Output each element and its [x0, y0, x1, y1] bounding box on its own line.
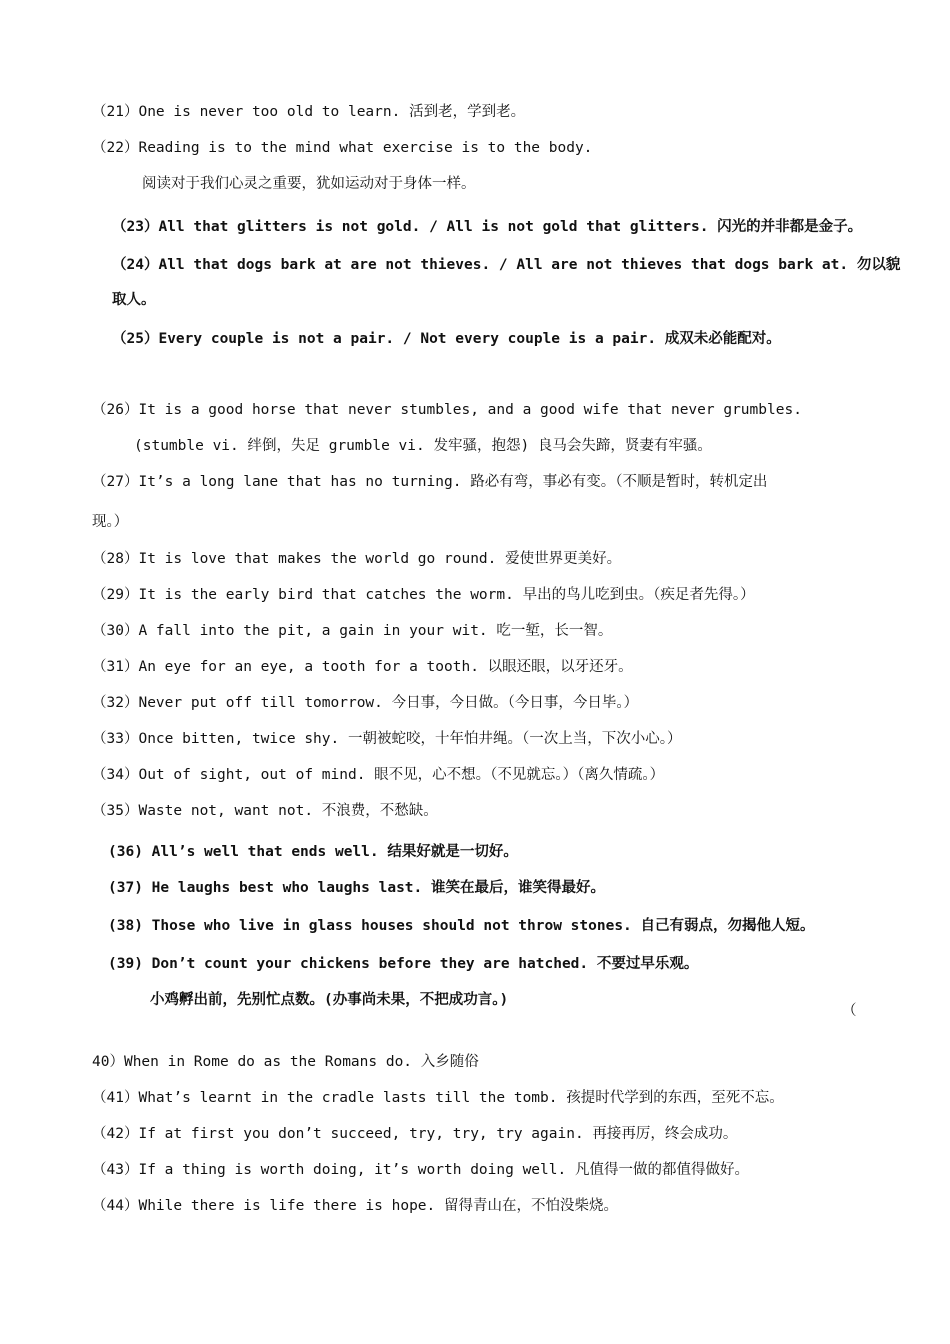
proverb-42: （42）If at first you don’t succeed, try, try, try again. 再接再厉，终会成功。 — [92, 1126, 738, 1142]
proverb-27-continued: 现。） — [92, 514, 129, 530]
proverb-27: （27）It’s a long lane that has no turning. 路必有弯，事必有变。（不顺是暂时，转机定出 — [92, 474, 768, 490]
proverb-25: （25）Every couple is not a pair. / Not every couple is a pair. 成双未必能配对。 — [112, 331, 781, 347]
proverb-26-translation: (stumble vi. 绊倒，失足 grumble vi. 发牢骚，抱怨) 良马会失蹄，贤妻有牢骚。 — [134, 438, 712, 454]
proverb-44: （44）While there is life there is hope. 留得青山在，不怕没柴烧。 — [92, 1198, 618, 1214]
proverb-22-translation: 阅读对于我们心灵之重要，犹如运动对于身体一样。 — [142, 176, 476, 192]
proverb-36: (36) All’s well that ends well. 结果好就是一切好。 — [108, 844, 518, 860]
proverb-43: （43）If a thing is worth doing, it’s worth doing well. 凡值得一做的都值得做好。 — [92, 1162, 749, 1178]
proverb-39-translation: 小鸡孵出前，先别忙点数。(办事尚未果，不把成功言。) — [150, 992, 509, 1008]
proverb-31: （31）An eye for an eye, a tooth for a tooth. 以眼还眼，以牙还牙。 — [92, 659, 633, 675]
proverb-23: （23）All that glitters is not gold. / All is not gold that glitters. 闪光的并非都是金子。 — [112, 219, 863, 235]
proverb-40: 40）When in Rome do as the Romans do. 入乡随俗 — [92, 1054, 479, 1070]
proverb-34: （34）Out of sight, out of mind. 眼不见，心不想。（不见就忘。）（离久情疏。） — [92, 767, 665, 783]
proverb-33: （33）Once bitten, twice shy. 一朝被蛇咬，十年怕井绳。（一次上当，下次小心。） — [92, 731, 682, 747]
proverb-32: （32）Never put off till tomorrow. 今日事，今日做。（今日事，今日毕。） — [92, 695, 639, 711]
proverb-37: (37) He laughs best who laughs last. 谁笑在最后，谁笑得最好。 — [108, 880, 605, 896]
proverb-26: （26）It is a good horse that never stumbles, and a good wife that never grumbles. — [92, 402, 802, 418]
proverb-41: （41）What’s learnt in the cradle lasts till the tomb. 孩提时代学到的东西，至死不忘。 — [92, 1090, 784, 1106]
stray-paren: （ — [842, 1003, 857, 1019]
proverb-24-continued: 取人。 — [112, 292, 156, 308]
proverb-39: (39) Don’t count your chickens before they are hatched. 不要过早乐观。 — [108, 956, 699, 972]
proverb-35: （35）Waste not, want not. 不浪费，不愁缺。 — [92, 803, 438, 819]
proverb-38: (38) Those who live in glass houses should not throw stones. 自己有弱点，勿揭他人短。 — [108, 918, 815, 934]
proverb-22: （22）Reading is to the mind what exercise is to the body. — [92, 140, 593, 156]
proverb-29: （29）It is the early bird that catches the worm. 早出的鸟儿吃到虫。（疾足者先得。） — [92, 587, 755, 603]
proverb-28: （28）It is love that makes the world go round. 爱使世界更美好。 — [92, 551, 622, 567]
proverb-24: （24）All that dogs bark at are not thieves. / All are not thieves that dogs bark at. 勿以貌 — [112, 257, 901, 273]
proverb-21: （21）One is never too old to learn. 活到老，学到老。 — [92, 104, 526, 120]
proverb-30: （30）A fall into the pit, a gain in your wit. 吃一堑，长一智。 — [92, 623, 613, 639]
